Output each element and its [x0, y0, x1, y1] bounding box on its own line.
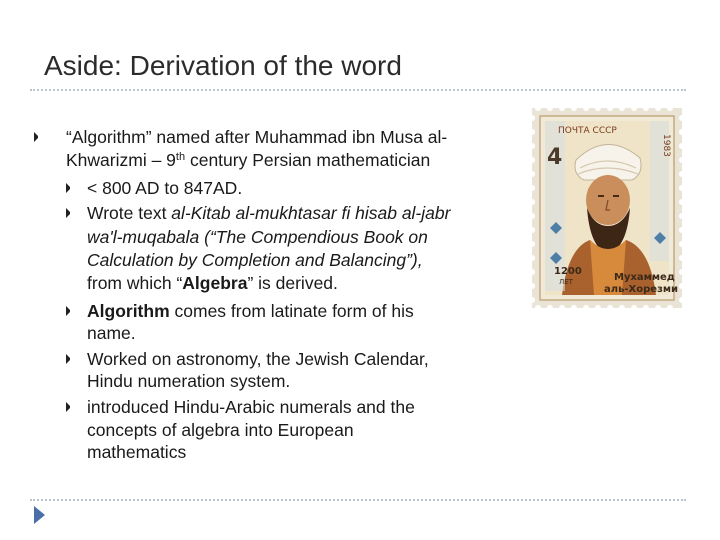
bullet-main-line1: “Algorithm” named after Muhammad ibn Musa al- [66, 127, 448, 147]
title-divider [30, 89, 686, 91]
bullet-icon [66, 306, 76, 317]
bullet-icon [66, 402, 76, 413]
stamp-year: 1983 [661, 134, 671, 157]
stamp-anniversary-unit: ЛЕТ [559, 278, 573, 286]
stamp-top-text: ПОЧТА СССР [558, 126, 617, 136]
sub-item-introduced-line3: mathematics [87, 442, 187, 462]
stamp-value: 4 [547, 145, 563, 170]
sub-item-worked-line2: Hindu numeration system. [87, 371, 291, 391]
bullet-icon [66, 183, 76, 194]
sub-item-algorithm-line1: Algorithm comes from latinate form of his [87, 301, 414, 321]
sub-item-wrote-line4: from which “Algebra” is derived. [87, 273, 338, 293]
sub-item-algorithm-line2: name. [87, 323, 136, 343]
footer-divider [30, 499, 686, 501]
bullet-icon [34, 132, 44, 143]
stamp-name-line2: аль-Хорезми [604, 284, 679, 295]
sub-item-introduced-line1: introduced Hindu-Arabic numerals and the [87, 397, 415, 417]
slide-title: Aside: Derivation of the word [44, 50, 402, 81]
sub-item-worked-line1: Worked on astronomy, the Jewish Calendar, [87, 349, 429, 369]
bullet-icon [66, 208, 76, 219]
stamp-name-line1: Мухаммед [614, 272, 675, 283]
postage-stamp-image [532, 108, 682, 308]
sub-item-wrote-line1: Wrote text al-Kitab al-mukhtasar fi hisab al-jabr [87, 203, 451, 223]
next-slide-arrow-icon[interactable] [34, 506, 45, 524]
sub-item-wrote-line2: wa'l-muqabala (“The Compendious Book on [87, 227, 428, 247]
bullet-icon [66, 354, 76, 365]
sub-item-introduced-line2: concepts of algebra into European [87, 420, 354, 440]
bullet-main-line2: Khwarizmi – 9th century Persian mathematician [66, 150, 431, 170]
sub-item-dates: < 800 AD to 847AD. [87, 178, 243, 198]
stamp-anniversary: 1200 [554, 266, 582, 277]
sub-item-wrote-line3: Calculation by Completion and Balancing”), [87, 250, 423, 270]
